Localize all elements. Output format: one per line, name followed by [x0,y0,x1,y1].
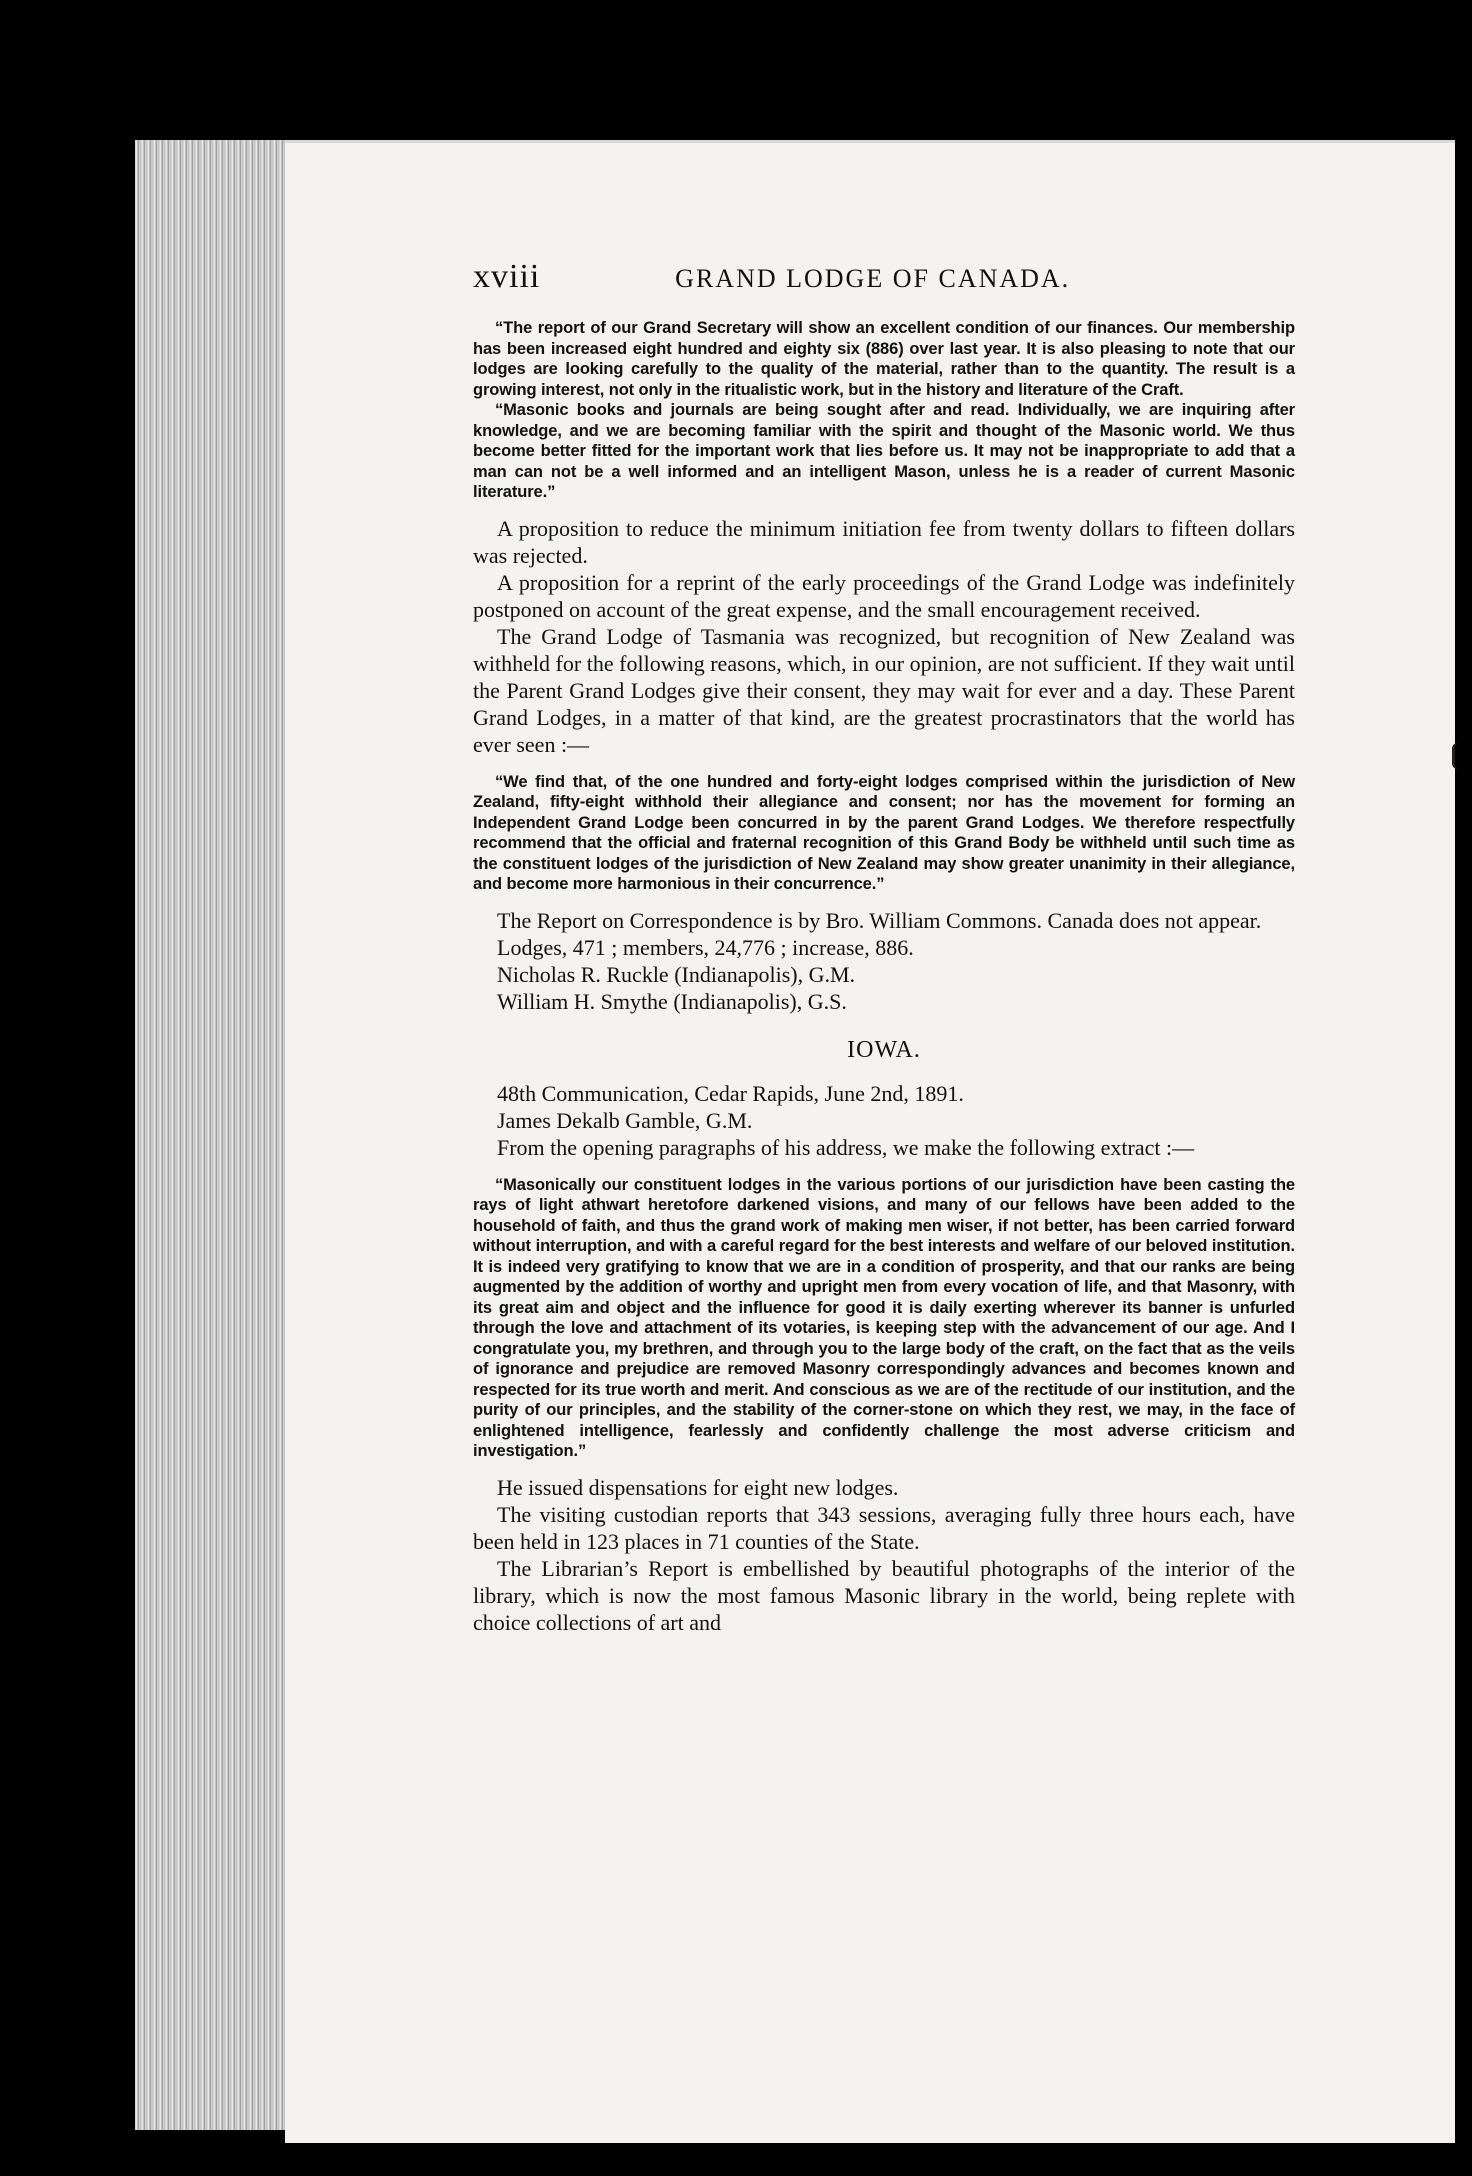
body-paragraph: The visiting custodian reports that 343 sessions, averaging fully three hours each, have been held in 123 places in 71 counties of the State. [473,1501,1295,1554]
book-spine-page-edges [135,140,285,2130]
body-paragraph: The Grand Lodge of Tasmania was recognized, but recognition of New Zealand was withheld for the following reasons, which, in our opinion, are not sufficient. If they wait until the Parent Grand Lodges give their consent, they may wait for ever and a day. These Parent Grand Lodges, in a matter of that kind, are the greatest procrastinators that the world has ever seen :— [473,623,1295,757]
body-paragraph: He issued dispensations for eight new lodges. [497,1474,899,1500]
lodge-statistics: Lodges, 471 ; members, 24,776 ; increase, 886. [497,934,914,960]
correspondence-paragraph: The Report on Correspondence is by Bro. William Commons. Canada does not appear. [497,907,1262,933]
new-zealand-quote [473,772,1295,895]
grand-master-line: Nicholas R. Ruckle (Indianapolis), G.M. [497,961,856,987]
communication-line: 48th Communication, Cedar Rapids, June 2nd, 1891. [497,1080,964,1106]
body-paragraph: A proposition for a reprint of the early proceedings of the Grand Lodge was indefinitely postponed on account of the great expense, and the small encouragement received. [473,569,1295,622]
margin-mark [1452,743,1463,769]
page-text-column [473,258,1295,1636]
body-paragraph: A proposition to reduce the minimum initiation fee from twenty dollars to fifteen dollars was rejected. [473,515,1295,568]
body-paragraph: The Librarian’s Report is embellished by beautiful photographs of the interior of the library, which is now the most famous Masonic library in the world, being replete with choice collections of art and [473,1555,1295,1635]
grand-master-line: James Dekalb Gamble, G.M. [497,1107,753,1133]
running-head: GRAND LODGE OF CANADA. [675,264,1071,293]
section-title-iowa: IOWA. [847,1036,921,1063]
quote-paragraph: “We find that, of the one hundred and forty-eight lodges comprised within the jurisdiction of New Zealand, fifty-eight withhold their allegiance and consent; nor has the movement for forming an Independent Grand Lodge been concurred in by the parent Grand Lodges. We therefore respectfully recommend that the official and fraternal recognition of this Grand Body be withheld until such time as the constituent lodges of the jurisdiction of New Zealand may show greater unanimity in their allegiance, and become more harmonious in their concurrence.” [473,772,1295,893]
quote-paragraph: “Masonically our constituent lodges in the various portions of our jurisdiction have been casting the rays of light athwart heretofore darkened visions, and many of our fellows have been added to the household of faith, and thus the grand work of making men wiser, if not better, has been carried forward without interruption, and with a careful regard for the best interests and welfare of our beloved institution. It is indeed very gratifying to know that we are in a condition of prosperity, and that our ranks are being augmented by the addition of worthy and upright men from every vocation of life, and that Masonry, with its great aim and object and the influence for good it is daily exerting wherever its banner is unfurled through the love and attachment of its votaries, is keeping step with the advancement of our age. And I congratulate you, my brethren, and through you to the large body of the craft, on the fact that as the veils of ignorance and prejudice are removed Masonry correspondingly advances and becomes known and respected for its true worth and merit. And conscious as we are of the rectitude of our institution, and the purity of our principles, and the stability of the corner-stone on which they rest, we may, in the face of enlightened intelligence, fearlessly and confidently challenge the most adverse criticism and investigation.” [473,1175,1295,1460]
body-paragraph: From the opening paragraphs of his address, we make the following extract :— [497,1134,1195,1160]
grand-secretary-line: William H. Smythe (Indianapolis), G.S. [497,988,847,1014]
page-number: xviii [473,258,541,295]
finances-quote [473,318,1295,503]
address-quote [473,1175,1295,1462]
book-page [285,140,1455,2143]
quote-paragraph: “The report of our Grand Secretary will show an excellent condition of our finances. Our membership has been increased eight hundred and eighty six (886) over last year. It is also pleasing to note that our lodges are looking carefully to the quality of the material, rather than to the quantity. The result is a growing interest, not only in the ritualistic work, but in the history and literature of the Craft. [473,319,1295,399]
page-header [473,258,1295,296]
quote-paragraph: “Masonic books and journals are being sought after and read. Individually, we are inquiring after knowledge, and we are becoming familiar with the spirit and thought of the Masonic world. We thus become better fitted for the important work that lies before us. It may not be inappropriate to add that a man can not be a well informed and an intelligent Mason, unless he is a reader of current Masonic literature.” [473,401,1295,501]
